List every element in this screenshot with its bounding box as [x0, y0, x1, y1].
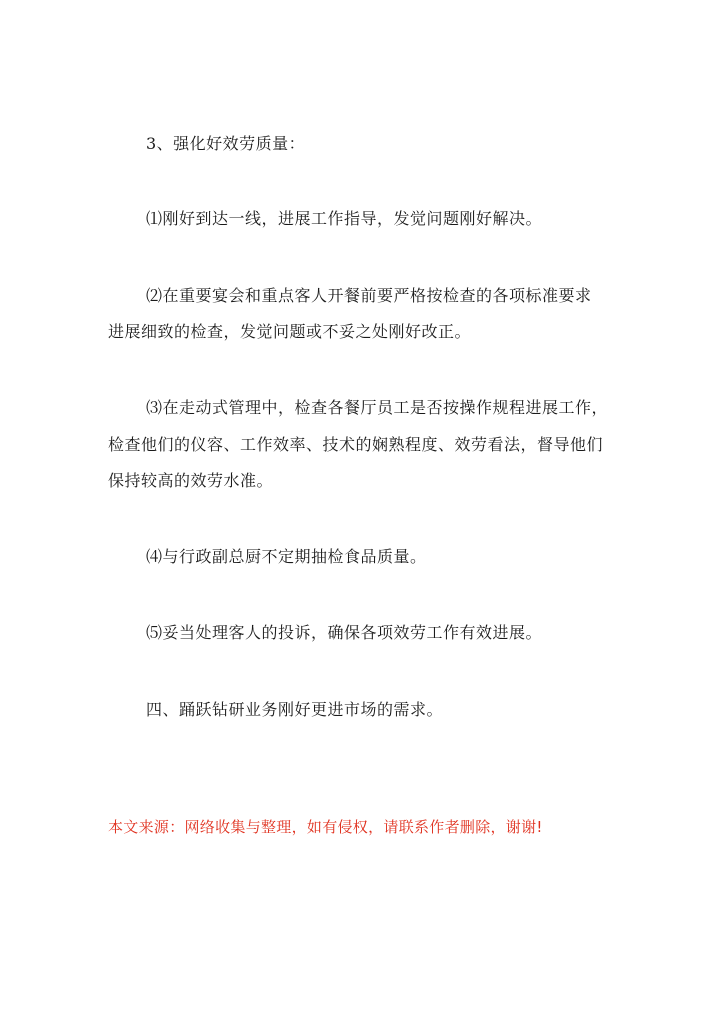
item-2-line-1: ⑵在重要宴会和重点客人开餐前要严格按检查的各项标准要求	[146, 286, 592, 305]
item-3-line-2: 检查他们的仪容、工作效率、技术的娴熟程度、效劳看法，督导他们	[108, 435, 604, 454]
item-4: ⑷与行政副总厨不定期抽检食品质量。	[146, 547, 427, 566]
item-3-line-3: 保持较高的效劳水准。	[108, 471, 274, 490]
item-3-line-1: ⑶在走动式管理中，检查各餐厅员工是否按操作规程进展工作，	[146, 398, 609, 417]
item-2-line-2: 进展细致的检查，发觉问题或不妥之处刚好改正。	[108, 322, 472, 341]
source-note: 本文来源：网络收集与整理，如有侵权，请联系作者删除，谢谢!	[108, 818, 543, 836]
item-1: ⑴刚好到达一线，进展工作指导，发觉问题刚好解决。	[146, 209, 543, 228]
item-5: ⑸妥当处理客人的投诉，确保各项效劳工作有效进展。	[146, 623, 543, 642]
section-heading: 3、强化好效劳质量：	[146, 134, 306, 153]
section-4-heading: 四、踊跃钻研业务刚好更进市场的需求。	[146, 700, 444, 719]
